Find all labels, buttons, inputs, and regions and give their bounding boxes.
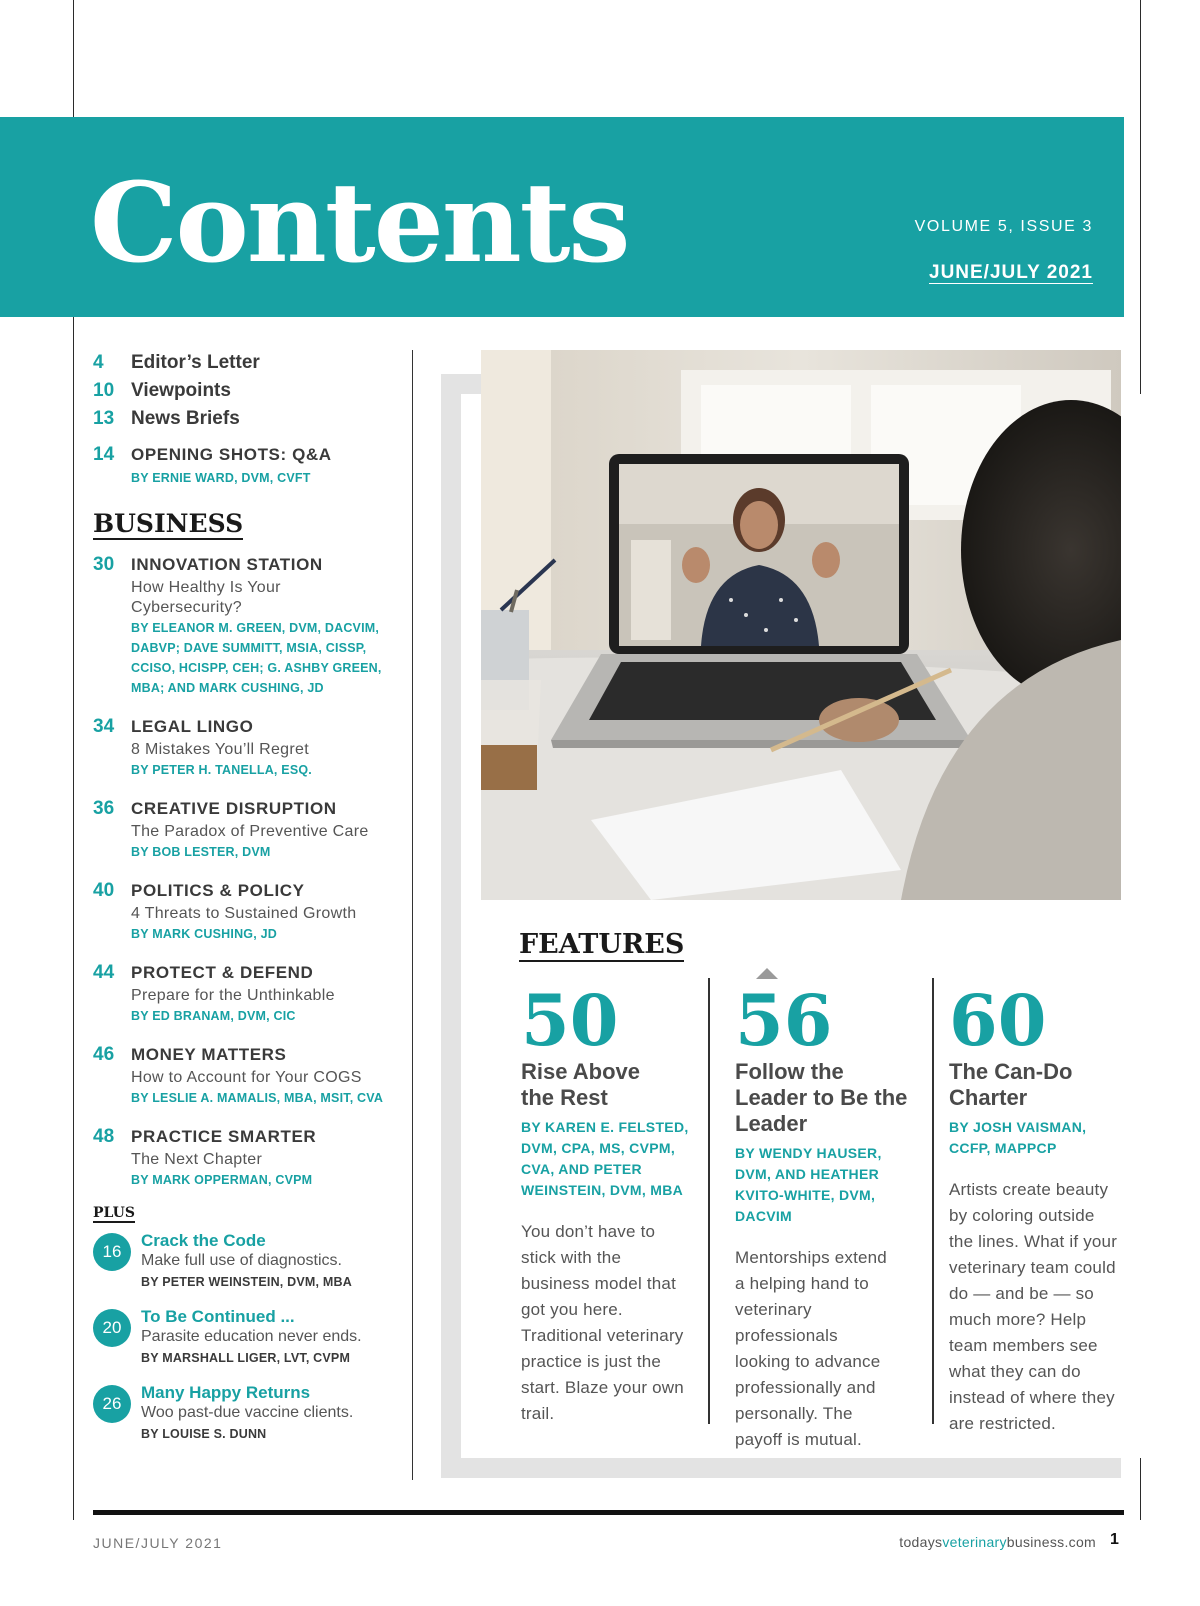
- page-number: 4: [93, 352, 104, 373]
- feature-page-number: 56: [735, 979, 833, 1062]
- entry-byline: BY PETER WEINSTEIN, DVM, MBA: [141, 1274, 352, 1289]
- column-divider: [412, 350, 413, 1480]
- feature-page-number: 50: [521, 979, 619, 1062]
- entry-category: OPENING SHOTS: Q&A: [131, 445, 332, 464]
- feature-title: Rise Above the Rest: [521, 1059, 641, 1110]
- plus-entry[interactable]: [93, 1307, 403, 1369]
- entry-byline: BY MARK OPPERMAN, CVPM: [131, 1172, 313, 1187]
- entry-title: Viewpoints: [131, 380, 231, 401]
- toc-entry[interactable]: [93, 380, 403, 402]
- entry-byline: BY MARK CUSHING, JD: [131, 926, 277, 941]
- plus-entry[interactable]: [93, 1383, 403, 1445]
- feature-column[interactable]: [521, 979, 711, 1427]
- entry-category: MONEY MATTERS: [131, 1044, 287, 1064]
- entry-title: To Be Continued ...: [141, 1306, 295, 1326]
- feature-summary: Artists create beauty by coloring outside the lines. What if your veterinary team could do — and be — so much more? Help team members see what they can do instead of where they are restricted.: [949, 1180, 1118, 1433]
- entry-subtitle: Woo past-due vaccine clients.: [141, 1403, 354, 1421]
- entry-category: CREATIVE DISRUPTION: [131, 798, 337, 818]
- toc-entry[interactable]: [93, 1126, 403, 1190]
- toc-entry[interactable]: [93, 554, 403, 698]
- page-number-badge: 16: [93, 1233, 131, 1271]
- entry-byline: BY MARSHALL LIGER, LVT, CVPM: [141, 1350, 351, 1365]
- entry-byline: BY ELEANOR M. GREEN, DVM, DACVIM, DABVP; DAVE SUMMITT, MSIA, CISSP, CCISO, HCISPP, CEH; G. ASHBY GREEN, MBA; AND MARK CUSHING, JD: [131, 620, 382, 695]
- page-number-badge: 20: [93, 1309, 131, 1347]
- website-part: business.com: [1006, 1534, 1096, 1550]
- section-heading-plus: PLUS: [93, 1206, 135, 1223]
- entry-category: POLITICS & POLICY: [131, 880, 305, 900]
- entry-subtitle: The Next Chapter: [131, 1150, 263, 1168]
- entry-subtitle: 4 Threats to Sustained Growth: [131, 904, 357, 922]
- feature-divider: [932, 978, 934, 1424]
- footer-date: JUNE/JULY 2021: [93, 1535, 223, 1551]
- entry-subtitle: The Paradox of Preventive Care: [131, 822, 369, 840]
- entry-category: PROTECT & DEFEND: [131, 962, 314, 982]
- toc-entry[interactable]: [93, 444, 403, 488]
- entry-byline: BY ED BRANAM, DVM, CIC: [131, 1008, 296, 1023]
- toc-entry[interactable]: [93, 880, 403, 944]
- toc-entry[interactable]: [93, 798, 403, 862]
- page-title: Contents: [90, 158, 629, 287]
- entry-title: News Briefs: [131, 408, 240, 429]
- page-number-badge: 26: [93, 1385, 131, 1423]
- toc-entry[interactable]: [93, 1044, 403, 1108]
- cover-photo: [481, 350, 1121, 900]
- website-part: todays: [899, 1534, 943, 1550]
- page-number: 40: [93, 879, 115, 901]
- page-number: 46: [93, 1043, 115, 1065]
- plus-entry[interactable]: [93, 1231, 403, 1293]
- feature-title: Follow the Leader to Be the Leader: [735, 1059, 908, 1136]
- entry-category: LEGAL LINGO: [131, 716, 254, 736]
- footer-rule: [93, 1510, 1124, 1515]
- entry-subtitle: 8 Mistakes You’ll Regret: [131, 740, 309, 758]
- entry-subtitle: How Healthy Is Your Cybersecurity?: [131, 578, 281, 616]
- entry-category: INNOVATION STATION: [131, 554, 323, 574]
- page-number: 30: [93, 553, 115, 575]
- toc-entry[interactable]: [93, 352, 403, 374]
- entry-subtitle: Make full use of diagnostics.: [141, 1251, 342, 1269]
- feature-byline: BY KAREN E. FELSTED, DVM, CPA, MS, CVPM, CVA, AND PETER WEINSTEIN, DVM, MBA: [521, 1119, 689, 1198]
- entry-subtitle: How to Account for Your COGS: [131, 1068, 362, 1086]
- toc-entry[interactable]: [93, 962, 403, 1026]
- feature-summary: Mentorships extend a helping hand to veterinary professionals looking to advance professionally and personally. The payoff is mutual.: [735, 1248, 887, 1449]
- video-call-photo: [481, 350, 1121, 900]
- caret-up-icon: [756, 968, 778, 979]
- entry-byline: BY LOUISE S. DUNN: [141, 1426, 267, 1441]
- page-number: 14: [93, 444, 115, 465]
- feature-column[interactable]: [949, 979, 1139, 1437]
- volume-issue: VOLUME 5, ISSUE 3: [914, 218, 1093, 235]
- website-part-highlight: veterinary: [942, 1534, 1007, 1550]
- entry-byline: BY LESLIE A. MAMALIS, MBA, MSIT, CVA: [131, 1090, 384, 1105]
- section-heading-business: BUSINESS: [93, 509, 244, 538]
- feature-column[interactable]: [735, 979, 925, 1453]
- feature-byline: BY WENDY HAUSER, DVM, AND HEATHER KVITO-WHITE, DVM, DACVIM: [735, 1145, 882, 1224]
- toc-entry[interactable]: [93, 408, 403, 430]
- page-number: 13: [93, 408, 115, 429]
- page-number: 34: [93, 715, 115, 737]
- feature-page-number: 60: [949, 979, 1047, 1062]
- page-number: 10: [93, 380, 115, 401]
- feature-summary: You don’t have to stick with the business model that got you here. Traditional veterinary practice is just the start. Blaze your own trail.: [521, 1222, 684, 1423]
- entry-byline: BY PETER H. TANELLA, ESQ.: [131, 762, 312, 777]
- entry-subtitle: Parasite education never ends.: [141, 1327, 362, 1345]
- page-number: 36: [93, 797, 115, 819]
- toc-entry[interactable]: [93, 716, 403, 780]
- page-number: 48: [93, 1125, 115, 1147]
- entry-title: Editor’s Letter: [131, 352, 260, 373]
- issue-date: JUNE/JULY 2021: [929, 262, 1093, 283]
- entry-byline: BY BOB LESTER, DVM: [131, 844, 271, 859]
- entry-subtitle: Prepare for the Unthinkable: [131, 986, 335, 1004]
- entry-category: PRACTICE SMARTER: [131, 1126, 317, 1146]
- page-number: 44: [93, 961, 115, 983]
- feature-byline: BY JOSH VAISMAN, CCFP, MAPPCP: [949, 1119, 1087, 1156]
- feature-title: The Can-Do Charter: [949, 1059, 1073, 1110]
- entry-title: Crack the Code: [141, 1230, 266, 1250]
- entry-title: Many Happy Returns: [141, 1382, 311, 1402]
- section-heading-features: FEATURES: [519, 929, 685, 960]
- page-number-footer: 1: [1110, 1531, 1119, 1548]
- entry-byline: BY ERNIE WARD, DVM, CVFT: [131, 471, 311, 485]
- toc-left-column: [93, 352, 403, 1459]
- footer-website[interactable]: [899, 1534, 1096, 1550]
